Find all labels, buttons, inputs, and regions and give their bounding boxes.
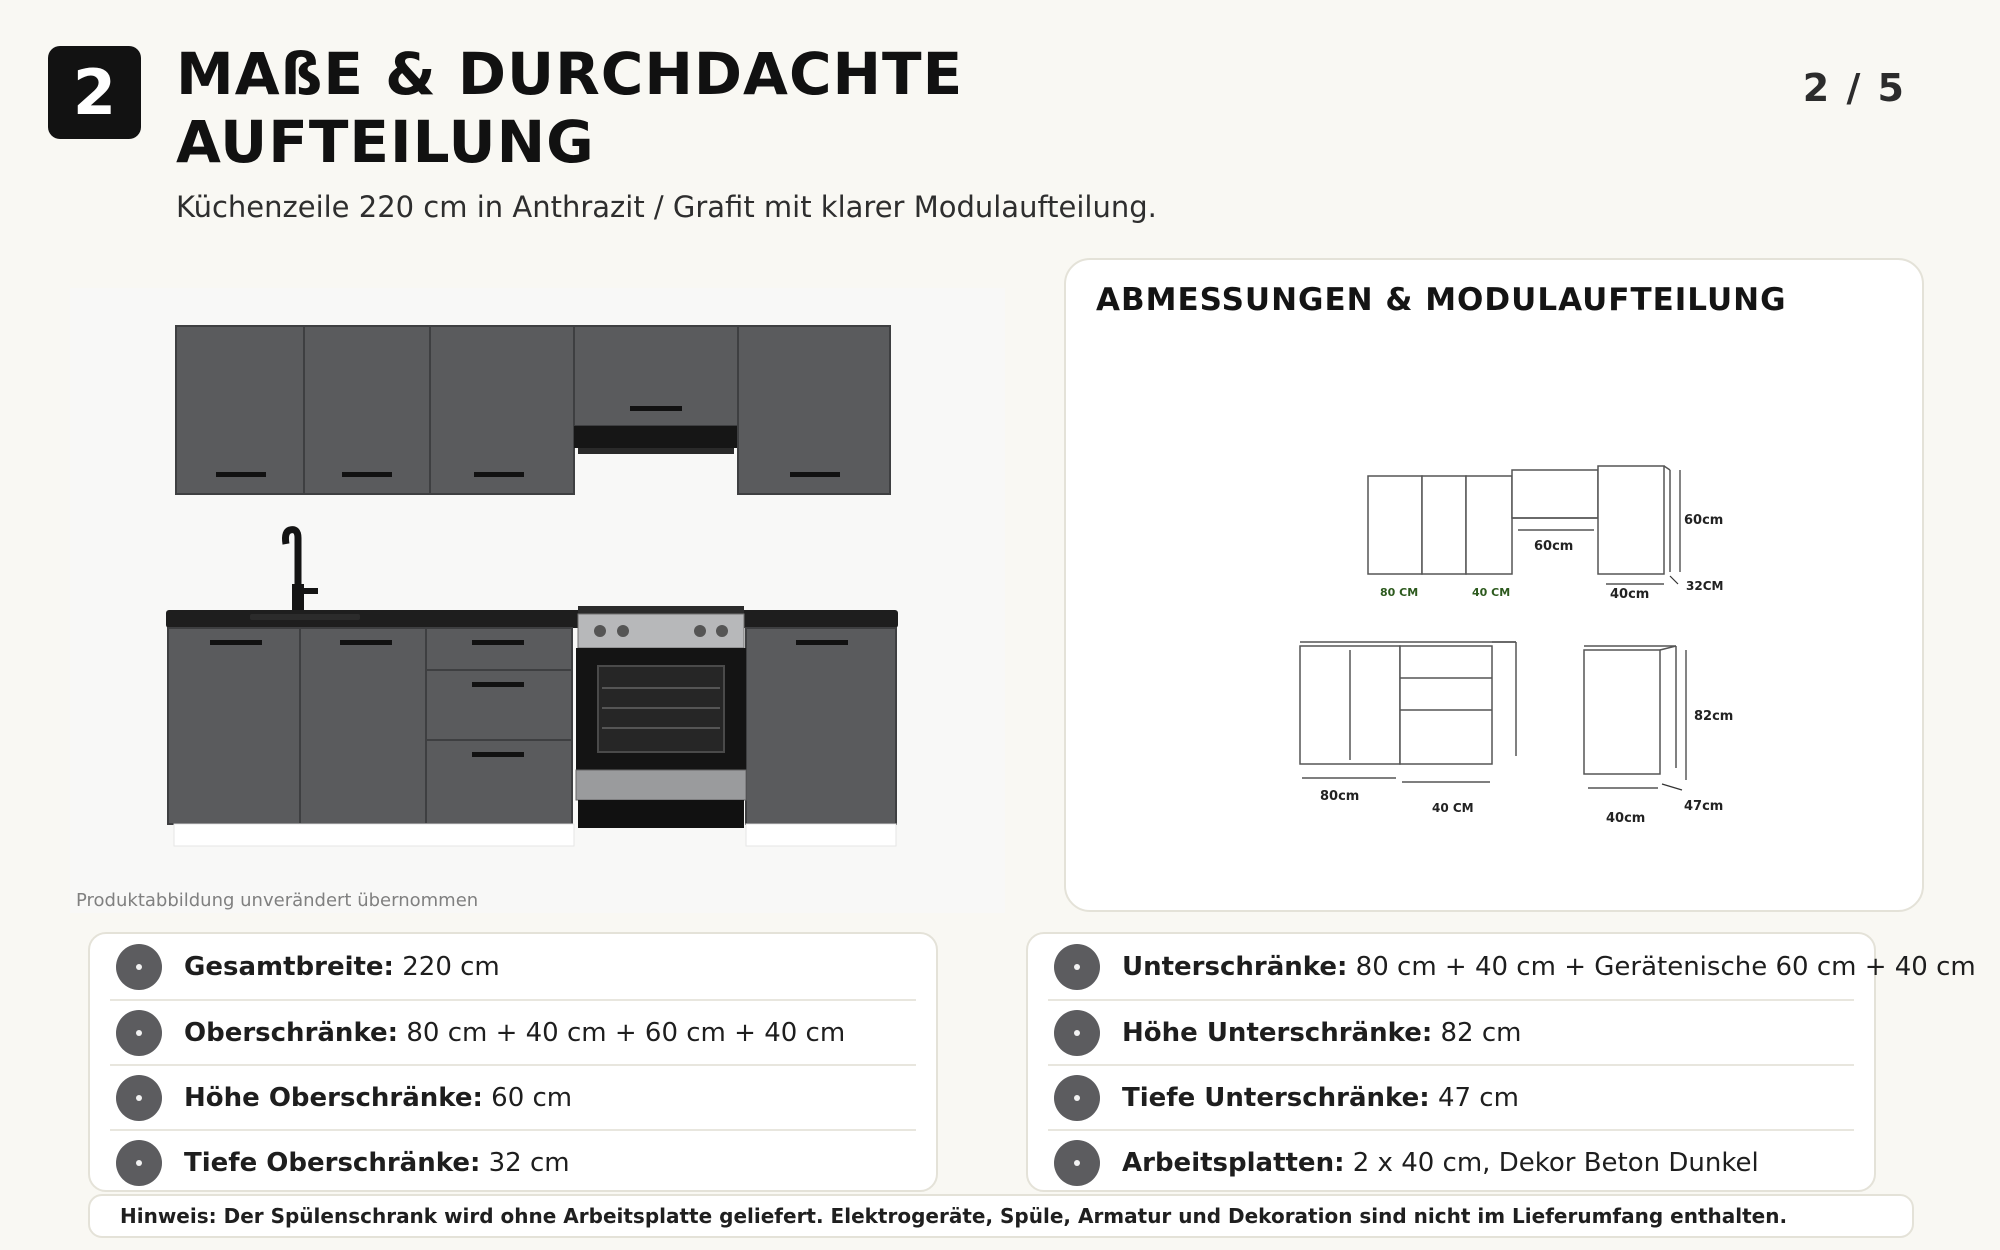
upper-niche-label: 60cm bbox=[1534, 539, 1574, 554]
spec-label: Tiefe Unterschränke: bbox=[1122, 1082, 1430, 1113]
spec-value: 220 cm bbox=[402, 951, 500, 982]
spec-value: 60 cm bbox=[491, 1082, 573, 1113]
bullet-icon bbox=[116, 944, 162, 990]
spec-row bbox=[110, 934, 916, 999]
spec-label: Arbeitsplatten: bbox=[1122, 1147, 1345, 1178]
title-line-1: MAßE & DURCHDACHTE bbox=[176, 40, 964, 108]
spec-label: Gesamtbreite: bbox=[184, 951, 394, 982]
spec-text bbox=[1122, 1148, 1759, 1178]
page-title bbox=[176, 40, 1076, 176]
lower-width-40cm-label: 40cm bbox=[1606, 811, 1646, 826]
upper-width-40-label: 40 CM bbox=[1472, 586, 1511, 599]
specs-right-card bbox=[1026, 932, 1976, 1192]
spec-label: Tiefe Oberschränke: bbox=[184, 1147, 481, 1178]
upper-units-drawing bbox=[1368, 466, 1670, 574]
spec-row bbox=[1048, 1064, 1854, 1129]
spec-text bbox=[184, 1083, 572, 1113]
spec-label: Unterschränke: bbox=[1122, 951, 1348, 982]
photo-caption: Produktabbildung unverändert übernommen bbox=[76, 890, 479, 911]
bullet-icon bbox=[116, 1010, 162, 1056]
step-number-badge: 2 bbox=[48, 46, 141, 139]
dimensions-panel bbox=[1064, 258, 1924, 912]
upper-height-label: 60cm bbox=[1684, 513, 1724, 528]
bullet-icon bbox=[116, 1140, 162, 1186]
spec-value: 47 cm bbox=[1437, 1082, 1519, 1113]
specs-left-card bbox=[88, 932, 938, 1192]
lower-units-drawing bbox=[1300, 642, 1676, 774]
spec-row bbox=[1048, 1129, 1854, 1194]
title-line-2: AUFTEILUNG bbox=[176, 108, 595, 176]
technical-drawing bbox=[1066, 260, 1924, 912]
spec-label: Höhe Unterschränke: bbox=[1122, 1017, 1433, 1048]
spec-value: 80 cm + 40 cm + 60 cm + 40 cm bbox=[406, 1017, 846, 1048]
bullet-icon bbox=[1054, 944, 1100, 990]
page-counter: 2 / 5 bbox=[1802, 66, 1906, 110]
stove bbox=[576, 606, 746, 828]
spec-row bbox=[110, 1064, 916, 1129]
spec-row bbox=[1048, 999, 1854, 1064]
spec-text bbox=[184, 1018, 845, 1048]
spec-row bbox=[1048, 934, 1976, 999]
bullet-icon bbox=[116, 1075, 162, 1121]
spec-text bbox=[1122, 1018, 1521, 1048]
spec-text bbox=[1122, 1083, 1519, 1113]
spec-value: 2 x 40 cm, Dekor Beton Dunkel bbox=[1352, 1147, 1759, 1178]
spec-value: 82 cm bbox=[1440, 1017, 1522, 1048]
lower-depth-label: 47cm bbox=[1684, 799, 1724, 814]
page-subtitle: Küchenzeile 220 cm in Anthrazit / Grafit mit klarer Modulaufteilung. bbox=[176, 190, 1157, 224]
spec-label: Oberschränke: bbox=[184, 1017, 399, 1048]
spec-row bbox=[110, 999, 916, 1064]
lower-height-label: 82cm bbox=[1694, 709, 1734, 724]
bullet-icon bbox=[1054, 1140, 1100, 1186]
lower-width-80-label: 80cm bbox=[1320, 789, 1360, 804]
spec-value: 80 cm + 40 cm + Gerätenische 60 cm + 40 cm bbox=[1355, 951, 1976, 982]
spec-text bbox=[184, 952, 500, 982]
dimensions-panel-title: ABMESSUNGEN & MODULAUFTEILUNG bbox=[1096, 282, 1787, 318]
spec-text bbox=[1122, 952, 1976, 982]
upper-width-40cm-label: 40cm bbox=[1610, 587, 1650, 602]
spec-row bbox=[110, 1129, 916, 1194]
bullet-icon bbox=[1054, 1010, 1100, 1056]
spec-label: Höhe Oberschränke: bbox=[184, 1082, 483, 1113]
lower-cabinets bbox=[168, 628, 896, 846]
lower-width-40-label: 40 CM bbox=[1432, 801, 1474, 815]
upper-depth-label: 32CM bbox=[1686, 579, 1724, 593]
bullet-icon bbox=[1054, 1075, 1100, 1121]
spec-text bbox=[184, 1148, 570, 1178]
upper-width-80-label: 80 CM bbox=[1380, 586, 1419, 599]
spec-value: 32 cm bbox=[488, 1147, 570, 1178]
kitchen-illustration bbox=[70, 288, 1005, 913]
product-photo bbox=[70, 288, 1005, 913]
upper-cabinets bbox=[176, 326, 890, 494]
delivery-note: Hinweis: Der Spülenschrank wird ohne Arbeitsplatte geliefert. Elektrogeräte, Spüle, Armatur und Dekoration sind nicht im Lieferumfang enthalten. bbox=[88, 1194, 1914, 1238]
